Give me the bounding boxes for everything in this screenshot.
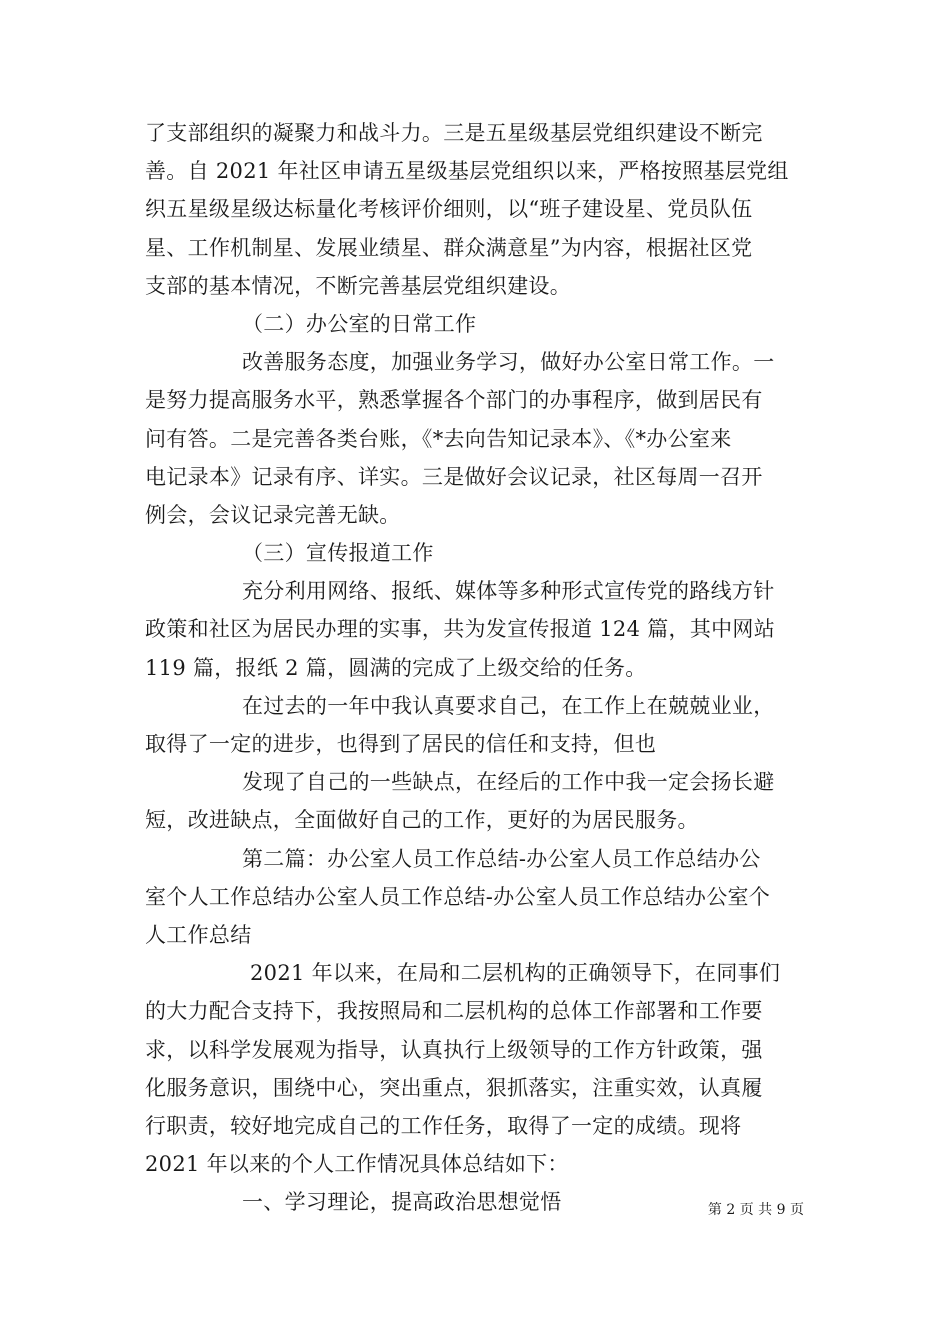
text-line: 短，改进缺点，全面做好自己的工作，更好的为居民服务。 <box>145 808 699 833</box>
text-line: 取得了一定的进步，也得到了居民的信任和支持，但也 <box>145 732 657 756</box>
text-line: 充分利用网络、报纸、媒体等多种形式宣传党的路线方针 <box>242 579 775 604</box>
text-line: 问有答。二是完善各类台账，《*去向告知记录本》、《*办公室来 <box>145 426 732 451</box>
text-line: （二）办公室的日常工作 <box>242 311 477 336</box>
text-line: 行职责，较好地完成自己的工作任务，取得了一定的成绩。现将 <box>145 1113 742 1138</box>
text-line: 织五星级星级达标量化考核评价细则，以“班子建设星、党员队伍 <box>145 197 753 222</box>
text-line: 了支部组织的凝聚力和战斗力。三是五星级基层党组织建设不断完 <box>145 121 763 145</box>
text-line: 求，以科学发展观为指导，认真执行上级领导的工作方针政策，强 <box>145 1037 763 1062</box>
text-line: 室个人工作总结办公室人员工作总结-办公室人员工作总结办公室个 <box>145 884 771 909</box>
text-line: 化服务意识，围绕中心，突出重点，狠抓落实，注重实效，认真履 <box>145 1075 763 1100</box>
document-body <box>145 114 810 1221</box>
text-line: （三）宣传报道工作 <box>242 541 434 566</box>
text-line: 电记录本》记录有序、详实。三是做好会议记录，社区每周一召开 <box>145 464 763 489</box>
text-line: 119 篇，报纸 2 篇，圆满的完成了上级交给的任务。 <box>145 655 647 680</box>
text-line: 发现了自己的一些缺点，在经后的工作中我一定会扬长避 <box>242 770 775 795</box>
text-line: 在过去的一年中我认真要求自己，在工作上在兢兢业业， <box>242 693 775 718</box>
text-line: 2021 年以来，在局和二层机构的正确领导下，在同事们 <box>250 961 781 986</box>
text-line: 2021 年以来的个人工作情况具体总结如下： <box>145 1152 569 1177</box>
text-line: 星、工作机制星、发展业绩星、群众满意星”为内容，根据社区党 <box>145 235 753 260</box>
text-line: 是努力提高服务水平，熟悉掌握各个部门的办事程序，做到居民有 <box>145 388 763 413</box>
text-line: 支部的基本情况，不断完善基层党组织建设。 <box>145 273 571 298</box>
text-line: 的大力配合支持下，我按照局和二层机构的总体工作部署和工作要 <box>145 999 763 1024</box>
text-line: 善。自 2021 年社区申请五星级基层党组织以来，严格按照基层党组 <box>145 159 789 184</box>
text-line: 例会，会议记录完善无缺。 <box>145 502 401 527</box>
page-number-footer: 第 2 页 共 9 页 <box>707 1202 804 1218</box>
text-line: 改善服务态度，加强业务学习，做好办公室日常工作。一 <box>242 350 775 375</box>
text-line: 政策和社区为居民办理的实事，共为发宣传报道 124 篇，其中网站 <box>145 617 776 642</box>
text-line: 人工作总结 <box>145 922 252 947</box>
text-line: 第二篇：办公室人员工作总结-办公室人员工作总结办公 <box>242 846 761 871</box>
text-line: 一、学习理论，提高政治思想觉悟 <box>242 1190 562 1215</box>
